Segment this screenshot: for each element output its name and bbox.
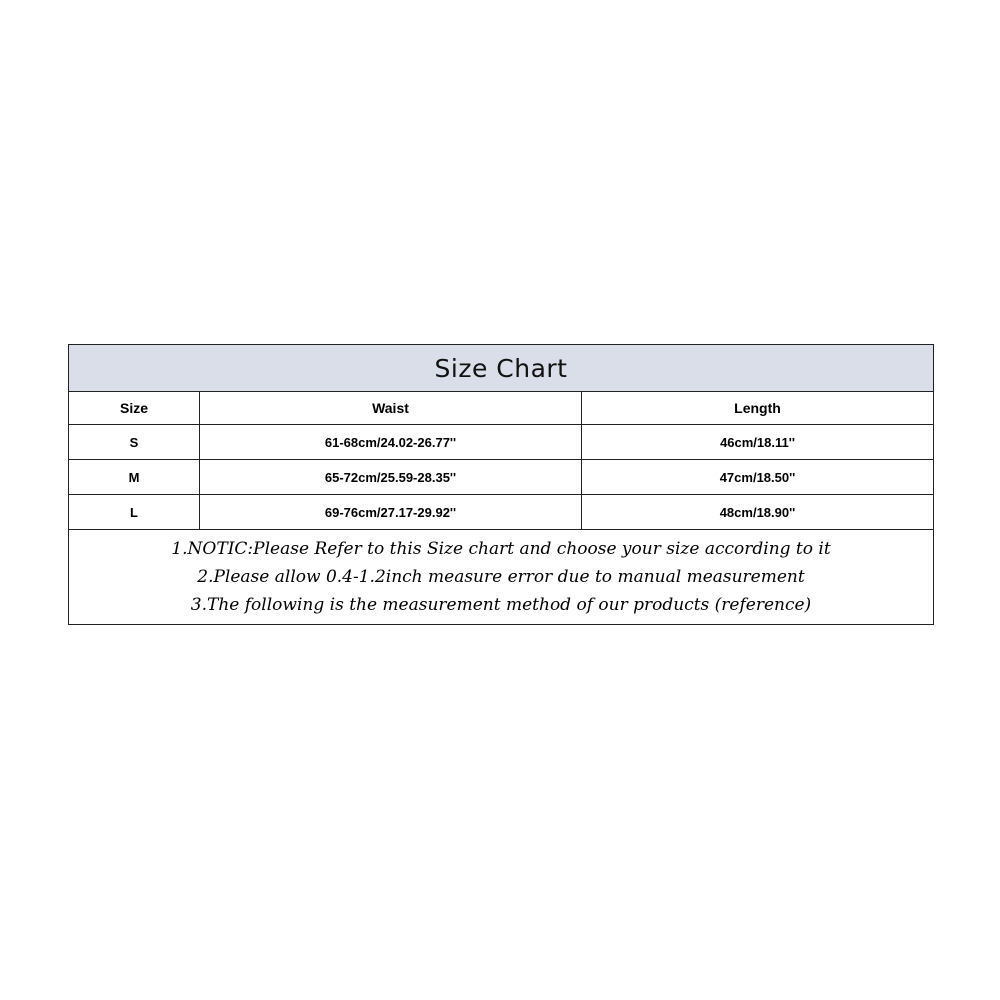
notes-cell	[69, 530, 934, 625]
table-row	[69, 495, 934, 530]
notes-row	[69, 530, 934, 625]
waist-cell: 65-72cm/25.59-28.35''	[200, 460, 582, 495]
column-header-length: Length	[582, 392, 934, 425]
waist-cell: 69-76cm/27.17-29.92''	[200, 495, 582, 530]
size-cell: M	[69, 460, 200, 495]
note-line: 1.NOTIC:Please Refer to this Size chart and choose your size according to it	[171, 539, 831, 559]
size-chart-table	[68, 344, 934, 625]
size-cell: S	[69, 425, 200, 460]
length-cell: 47cm/18.50''	[582, 460, 934, 495]
table-row	[69, 425, 934, 460]
waist-cell: 61-68cm/24.02-26.77''	[200, 425, 582, 460]
column-header-waist: Waist	[200, 392, 582, 425]
length-cell: 46cm/18.11''	[582, 425, 934, 460]
table-row	[69, 460, 934, 495]
note-line: 3.The following is the measurement method of our products (reference)	[190, 595, 812, 615]
size-cell: L	[69, 495, 200, 530]
header-row	[69, 392, 934, 425]
length-cell: 48cm/18.90''	[582, 495, 934, 530]
title-row	[69, 345, 934, 392]
size-chart-title: Size Chart	[69, 345, 934, 392]
column-header-size: Size	[69, 392, 200, 425]
note-line: 2.Please allow 0.4-1.2inch measure error due to manual measurement	[197, 567, 805, 587]
